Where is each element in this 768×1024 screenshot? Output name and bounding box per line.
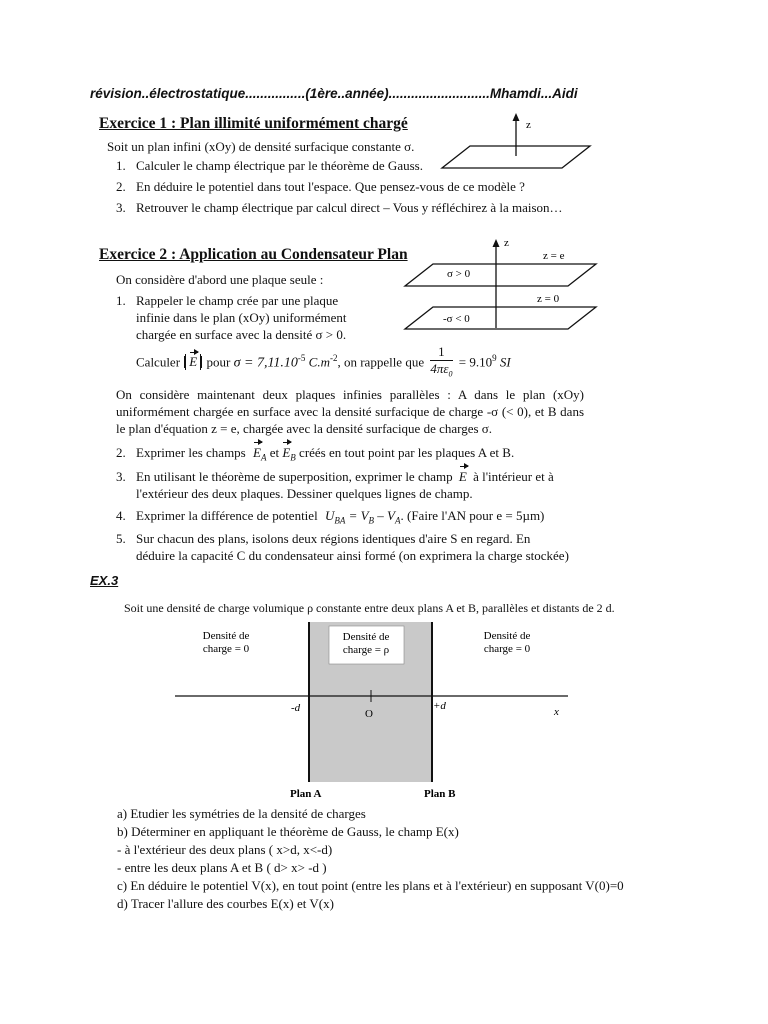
ex2-top-plane-label: z = e bbox=[543, 250, 565, 262]
calc-result: = 9.10 bbox=[458, 354, 493, 370]
origin-label: O bbox=[365, 708, 373, 720]
plus-d-label: +d bbox=[433, 700, 446, 712]
ex2-item4-pre: Exprimer la différence de potentiel bbox=[136, 508, 318, 523]
ex2-item5-num: 5. bbox=[116, 531, 126, 546]
ex2-item1-line: infinie dans le plan (xOy) uniformément bbox=[136, 310, 347, 325]
ex3-slab-figure bbox=[170, 618, 580, 804]
ex3-question: - à l'extérieur des deux plans ( x>d, x<-d) bbox=[117, 842, 333, 857]
ex1-z-label: z bbox=[526, 119, 531, 131]
ex2-item2-ea: E bbox=[253, 445, 261, 460]
frac-numerator: 1 bbox=[430, 344, 452, 361]
ex3-questions bbox=[117, 805, 624, 913]
ex2-item3-num: 3. bbox=[116, 469, 126, 484]
ex2-item3 bbox=[116, 468, 586, 502]
ex2-title: Exercice 2 : Application au Condensateur Plan bbox=[99, 246, 408, 263]
calc-sigma-exp: -5 bbox=[297, 352, 306, 363]
calc-sigma: σ = 7,11.10 bbox=[233, 355, 298, 371]
mid-label-2: charge = ρ bbox=[342, 644, 390, 656]
ex3-question: d) Tracer l'allure des courbes E(x) et V(x) bbox=[117, 896, 334, 911]
ex2-z-arrowhead bbox=[493, 239, 500, 247]
ex2-item1-line: chargée en surface avec la densité σ > 0. bbox=[136, 327, 347, 342]
frac-den-sub: 0 bbox=[448, 369, 453, 379]
ex2-item4-u-sub: BA bbox=[334, 515, 346, 526]
ex2-item3-post: à l'intérieur et à bbox=[473, 469, 554, 484]
frac-denominator bbox=[430, 361, 452, 383]
ex1-intro: Soit un plan infini (xOy) de densité surfacique constante σ. bbox=[107, 139, 415, 154]
ex2-z-label: z bbox=[504, 237, 509, 249]
calc-e-symbol: E bbox=[189, 354, 198, 370]
x-axis-label: x bbox=[554, 706, 559, 718]
ex2-paragraph: On considère maintenant deux plaques infinies parallèles : A dans le plan (xOy) uniformément chargée en surface avec la densité surfacique de charge -σ (< 0), et B dans le plan d'équation z = e, chargée avec la densité surfacique de charges σ. bbox=[116, 387, 584, 436]
ex1-item bbox=[116, 199, 596, 216]
ex1-item bbox=[116, 178, 596, 195]
ex1-item-num: 1. bbox=[116, 158, 126, 173]
calc-result-exp: 9 bbox=[492, 352, 497, 363]
left-label-2: charge = 0 bbox=[202, 643, 250, 655]
ex3-question: c) En déduire le potentiel V(x), en tout point (entre les plans et à l'extérieur) en supposant V(0)=0 bbox=[117, 878, 624, 893]
ex2-item5-line2: déduire la capacité C du condensateur ainsi formé (on exprimera la charge stockée) bbox=[136, 548, 569, 563]
ex2-calc-line bbox=[136, 344, 511, 383]
calc-unit: C.m bbox=[308, 354, 330, 370]
ex2-item4-u: U bbox=[324, 508, 335, 523]
ex2-item4-post: . (Faire l'AN pour e = 5µm) bbox=[400, 508, 545, 523]
ex2-item1-num: 1. bbox=[116, 293, 126, 308]
ex2-bottom-plane bbox=[405, 307, 596, 329]
ex2-capacitor-figure bbox=[400, 234, 600, 336]
ex2-item4-vb-sub: B bbox=[368, 515, 375, 526]
ex2-item3-e: E bbox=[458, 469, 467, 484]
ex1-item-text: Retrouver le champ électrique par calcul direct – Vous y réfléchirez à la maison… bbox=[136, 200, 563, 215]
ex2-item5-line1: Sur chacun des plans, isolons deux régions identiques d'aire S en regard. En bbox=[136, 531, 531, 546]
ex2-item2-et: et bbox=[269, 445, 280, 460]
ex1-item-num: 2. bbox=[116, 179, 126, 194]
ex2-item2-num: 2. bbox=[116, 445, 126, 460]
minus-d-label: -d bbox=[291, 702, 301, 714]
ex1-item-text: En déduire le potentiel dans tout l'espace. Que pensez-vous de ce modèle ? bbox=[136, 179, 525, 194]
ex2-top-plane bbox=[405, 264, 596, 286]
ex3-question: b) Déterminer en appliquant le théorème de Gauss, le champ E(x) bbox=[117, 824, 459, 839]
page-header: révision..électrostatique................(1ère..année)...........................Mhamdi...Aidi bbox=[90, 86, 578, 101]
ex2-item1-line: Rappeler le champ crée par une plaque bbox=[136, 293, 339, 308]
ex1-z-arrowhead bbox=[513, 113, 520, 121]
ex2-bottom-plane-label: z = 0 bbox=[537, 293, 560, 305]
ex3-title: EX.3 bbox=[90, 573, 119, 588]
frac-den-text: 4πε bbox=[430, 361, 449, 376]
ex3-question: a) Etudier les symétries de la densité de charges bbox=[117, 806, 366, 821]
ex1-title: Exercice 1 : Plan illimité uniformément chargé bbox=[99, 115, 408, 132]
ex2-top-charge: σ > 0 bbox=[447, 268, 471, 280]
ex2-item2-ea-sub: A bbox=[260, 452, 267, 463]
calc-unit-exp: -2 bbox=[329, 352, 338, 363]
ex2-item3-line2: l'extérieur des deux plaques. Dessiner quelques lignes de champ. bbox=[136, 486, 473, 501]
calc-prefix: Calculer bbox=[136, 354, 181, 370]
plan-a-label: Plan A bbox=[290, 788, 322, 800]
ex2-item1 bbox=[116, 292, 396, 343]
ex2-bottom-charge: -σ < 0 bbox=[443, 313, 470, 325]
mid-label-1: Densité de bbox=[342, 631, 390, 643]
ex2-item5 bbox=[116, 530, 586, 564]
ex2-item4-va-sub: A bbox=[395, 515, 401, 526]
right-label-1: Densité de bbox=[483, 630, 531, 642]
plan-b-label: Plan B bbox=[424, 788, 456, 800]
ex3-intro: Soit une densité de charge volumique ρ constante entre deux plans A et B, parallèles et distants de 2 d. bbox=[124, 601, 615, 615]
calc-norm-e bbox=[185, 354, 201, 370]
ex3-question: - entre les deux plans A et B ( d> x> -d ) bbox=[117, 860, 327, 875]
ex1-item-num: 3. bbox=[116, 200, 126, 215]
calc-si: SI bbox=[499, 354, 511, 370]
ex2-item4-minus: – V bbox=[377, 508, 395, 523]
right-label-2: charge = 0 bbox=[483, 643, 531, 655]
calc-fraction bbox=[430, 344, 452, 383]
ex2-intro: On considère d'abord une plaque seule : bbox=[116, 272, 324, 287]
ex2-item2-eb-sub: B bbox=[290, 452, 296, 463]
ex2-item2 bbox=[116, 444, 514, 467]
ex2-item4 bbox=[116, 507, 544, 530]
ex1-item-text: Calculer le champ électrique par le théorème de Gauss. bbox=[136, 158, 423, 173]
ex2-item2-eb: E bbox=[282, 445, 291, 460]
ex1-plane-figure bbox=[440, 110, 600, 172]
left-label-1: Densité de bbox=[202, 630, 250, 642]
calc-rappel: , on rappelle que bbox=[337, 354, 425, 370]
ex2-item4-eq: = V bbox=[348, 508, 369, 523]
ex2-item2-post: créés en tout point par les plaques A et B. bbox=[299, 445, 515, 460]
calc-pour: pour bbox=[206, 354, 231, 370]
ex2-item4-num: 4. bbox=[116, 508, 126, 523]
ex2-item2-pre: Exprimer les champs bbox=[136, 445, 246, 460]
ex2-item3-pre: En utilisant le théorème de superposition, exprimer le champ bbox=[136, 469, 453, 484]
